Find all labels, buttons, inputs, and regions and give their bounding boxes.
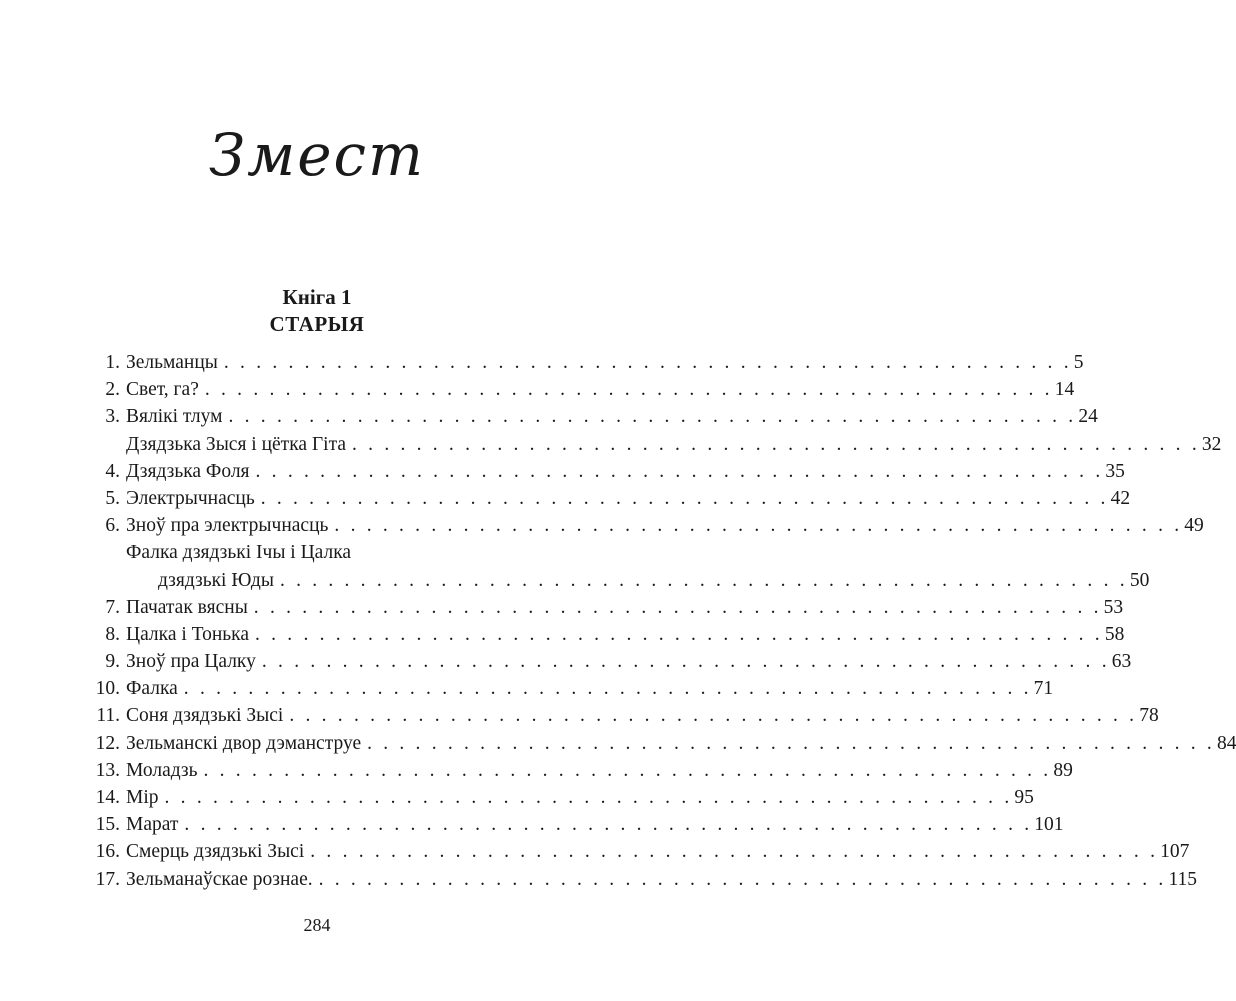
toc-entry-line [126,349,1084,376]
toc-entry-page: 101 [1034,814,1064,836]
toc-entry-title: Фалка дзядзькі Ічы і Цалка [126,542,352,564]
toc-entry-number: 13. [95,759,120,781]
toc-entry-page: 71 [1033,678,1054,700]
toc-entry-page: 115 [1168,868,1197,890]
toc-entry-number: 4. [105,460,120,482]
toc-entry [0,757,1073,784]
toc-entry-number: 6. [105,515,120,537]
toc-entry [0,838,1190,865]
toc-entry-title: Смерць дзядзькі Зысі [126,841,305,863]
toc-entry [0,376,1075,403]
toc-entry-title: Зноў пра Цалку [126,651,256,673]
toc-entry-title: Пачатак вясны [126,596,248,618]
toc-dot-leader: . . . . . . . . . . . . . . . . . . . . . . . . . . . . . . . . . . . . . . . . . . . . . . . . . . . . . [253,596,1102,618]
toc-entry-title: Зельманцы [126,352,218,373]
toc-entry-title: Мір [126,787,159,808]
toc-entry-line [126,485,1131,512]
toc-entry-page: 42 [1110,487,1131,509]
toc-entry-title: Зельманаўскае рознае. [126,868,313,890]
toc-dot-leader: . . . . . . . . . . . . . . . . . . . . . . . . . . . . . . . . . . . . . . . . . . . . . . . . . . . . . [255,623,1103,645]
table-of-contents [0,349,1236,893]
toc-entry-page: 5 [1073,352,1084,373]
toc-entry-title: Электрычнасць [126,487,255,509]
toc-entry-title: Вялікі тлум [126,406,223,428]
toc-entry-title: Фалка [126,678,178,700]
toc-entry-line [126,512,1204,539]
toc-dot-leader: . . . . . . . . . . . . . . . . . . . . . . . . . . . . . . . . . . . . . . . . . . . . . . . . . . . . . [310,841,1159,863]
toc-entry-number: 8. [105,623,120,645]
toc-dot-leader: . . . . . . . . . . . . . . . . . . . . . . . . . . . . . . . . . . . . . . . . . . . . . . . . . . . . . [228,406,1077,428]
toc-entry-number: 3. [105,406,120,428]
toc-dot-leader: . . . . . . . . . . . . . . . . . . . . . . . . . . . . . . . . . . . . . . . . . . . . . . . . . . . . . [164,787,1013,808]
toc-entry-page: 63 [1111,651,1132,673]
toc-entry-number: 12. [95,732,120,754]
toc-dot-leader: . . . . . . . . . . . . . . . . . . . . . . . . . . . . . . . . . . . . . . . . . . . . . . . . . . . . . [261,651,1110,673]
toc-entry-page: 49 [1184,515,1204,537]
toc-entry-page: 50 [1129,569,1150,591]
toc-entry-title: Дзядзька Зыся і цётка Гіта [126,433,347,455]
toc-entry-title: Зноў пра электрычнасць [126,515,329,537]
toc-entry-title: Дзядзька Фоля [126,460,250,482]
toc-entry-title: Моладзь [126,759,198,781]
toc-entry-number: 16. [95,841,120,863]
toc-entry [0,811,1064,838]
toc-entry [0,702,1159,729]
toc-dot-leader: . . . . . . . . . . . . . . . . . . . . . . . . . . . . . . . . . . . . . . . . . . . . . . . . . . . . . [318,868,1167,890]
toc-dot-leader: . . . . . . . . . . . . . . . . . . . . . . . . . . . . . . . . . . . . . . . . . . . . . . . . . . . . . [289,705,1138,727]
toc-entry [0,648,1132,675]
toc-dot-leader: . . . . . . . . . . . . . . . . . . . . . . . . . . . . . . . . . . . . . . . . . . . . . . . . . . . . . [255,460,1104,482]
toc-entry-number: 11. [96,705,120,727]
toc-entry [0,784,1034,811]
toc-entry-title: Зельманскі двор дэманструе [126,732,362,754]
toc-entry-title: Свет, га? [126,379,199,401]
toc-entry-title: Соня дзядзькі Зысі [126,705,284,727]
toc-entry [0,485,1131,512]
toc-entry-page: 35 [1105,460,1125,482]
toc-entry-line [126,376,1075,403]
toc-entry-line [126,431,1222,458]
toc-dot-leader: . . . . . . . . . . . . . . . . . . . . . . . . . . . . . . . . . . . . . . . . . . . . . . . . . . . . . [203,759,1052,781]
toc-entry-number: 5. [105,487,120,509]
toc-entry-number: 10. [95,678,120,700]
toc-dot-leader: . . . . . . . . . . . . . . . . . . . . . . . . . . . . . . . . . . . . . . . . . . . . . . . . . . . . . [184,814,1033,836]
toc-entry-number: 1. [105,352,120,373]
toc-entry-line [158,567,1150,594]
toc-entry-number: 9. [105,651,120,673]
toc-entry-number: 7. [105,596,120,618]
toc-entry-line [126,838,1190,865]
toc-entry-line [126,866,1197,893]
page-title: Змест [208,121,426,189]
toc-entry-line [126,730,1236,757]
toc-entry [0,567,1150,594]
toc-dot-leader: . . . . . . . . . . . . . . . . . . . . . . . . . . . . . . . . . . . . . . . . . . . . . . . . . . . . . [204,379,1053,401]
toc-dot-leader: . . . . . . . . . . . . . . . . . . . . . . . . . . . . . . . . . . . . . . . . . . . . . . . . . . . . . [334,515,1183,537]
toc-entry-number: 15. [95,814,120,836]
toc-entry-line [126,757,1073,784]
toc-dot-leader: . . . . . . . . . . . . . . . . . . . . . . . . . . . . . . . . . . . . . . . . . . . . . . . . . . . . . [367,732,1215,754]
toc-entry [0,621,1125,648]
toc-entry [0,458,1125,485]
toc-entry-line [126,784,1034,811]
toc-entry [0,866,1197,893]
toc-entry [0,431,1222,458]
toc-entry-line [126,702,1159,729]
toc-entry-line [126,675,1054,702]
toc-entry-line [126,811,1064,838]
toc-entry [0,512,1204,539]
toc-entry [0,730,1236,757]
toc-entry-line [126,403,1098,430]
toc-entry-page: 58 [1104,623,1125,645]
toc-entry [0,594,1124,621]
book-subheading: СТАРЫЯ [269,312,365,336]
toc-entry-page: 14 [1054,379,1075,401]
toc-entry-title: Цалка і Тонька [126,623,249,645]
toc-entry-page: 53 [1103,596,1124,618]
toc-dot-leader: . . . . . . . . . . . . . . . . . . . . . . . . . . . . . . . . . . . . . . . . . . . . . . . . . . . . . [279,569,1128,591]
toc-entry-line [126,648,1132,675]
toc-entry-line [126,621,1125,648]
book-heading: Кніга 1 [282,285,352,309]
toc-entry-page: 24 [1078,406,1098,428]
toc-entry [0,403,1098,430]
toc-entry-number: 2. [105,379,120,401]
toc-entry-page: 89 [1053,759,1073,781]
toc-entry-page: 95 [1014,787,1034,808]
toc-dot-leader: . . . . . . . . . . . . . . . . . . . . . . . . . . . . . . . . . . . . . . . . . . . . . . . . . . . . . [183,678,1032,700]
toc-entry-number: 14. [95,787,120,808]
toc-entry [0,539,634,566]
toc-entry [0,675,1054,702]
toc-entry-line [126,458,1125,485]
toc-entry [0,349,1084,376]
toc-entry-page: 78 [1139,705,1159,727]
toc-entry-title: Марат [126,814,179,836]
toc-entry-title: дзядзькі Юды [158,569,274,591]
page-number: 284 [303,915,331,935]
toc-entry-number: 17. [95,868,120,890]
toc-dot-leader: . . . . . . . . . . . . . . . . . . . . . . . . . . . . . . . . . . . . . . . . . . . . . . . . . . . . . [352,433,1200,455]
toc-entry-line [126,539,544,566]
toc-entry-page: 84 [1216,732,1236,754]
toc-entry-page: 107 [1160,841,1190,863]
toc-dot-leader: . . . . . . . . . . . . . . . . . . . . . . . . . . . . . . . . . . . . . . . . . . . . . . . . . . . . . [223,352,1072,373]
toc-entry-line [126,594,1124,621]
toc-entry-page: 32 [1201,433,1222,455]
toc-dot-leader: . . . . . . . . . . . . . . . . . . . . . . . . . . . . . . . . . . . . . . . . . . . . . . . . . . . . . [260,487,1109,509]
